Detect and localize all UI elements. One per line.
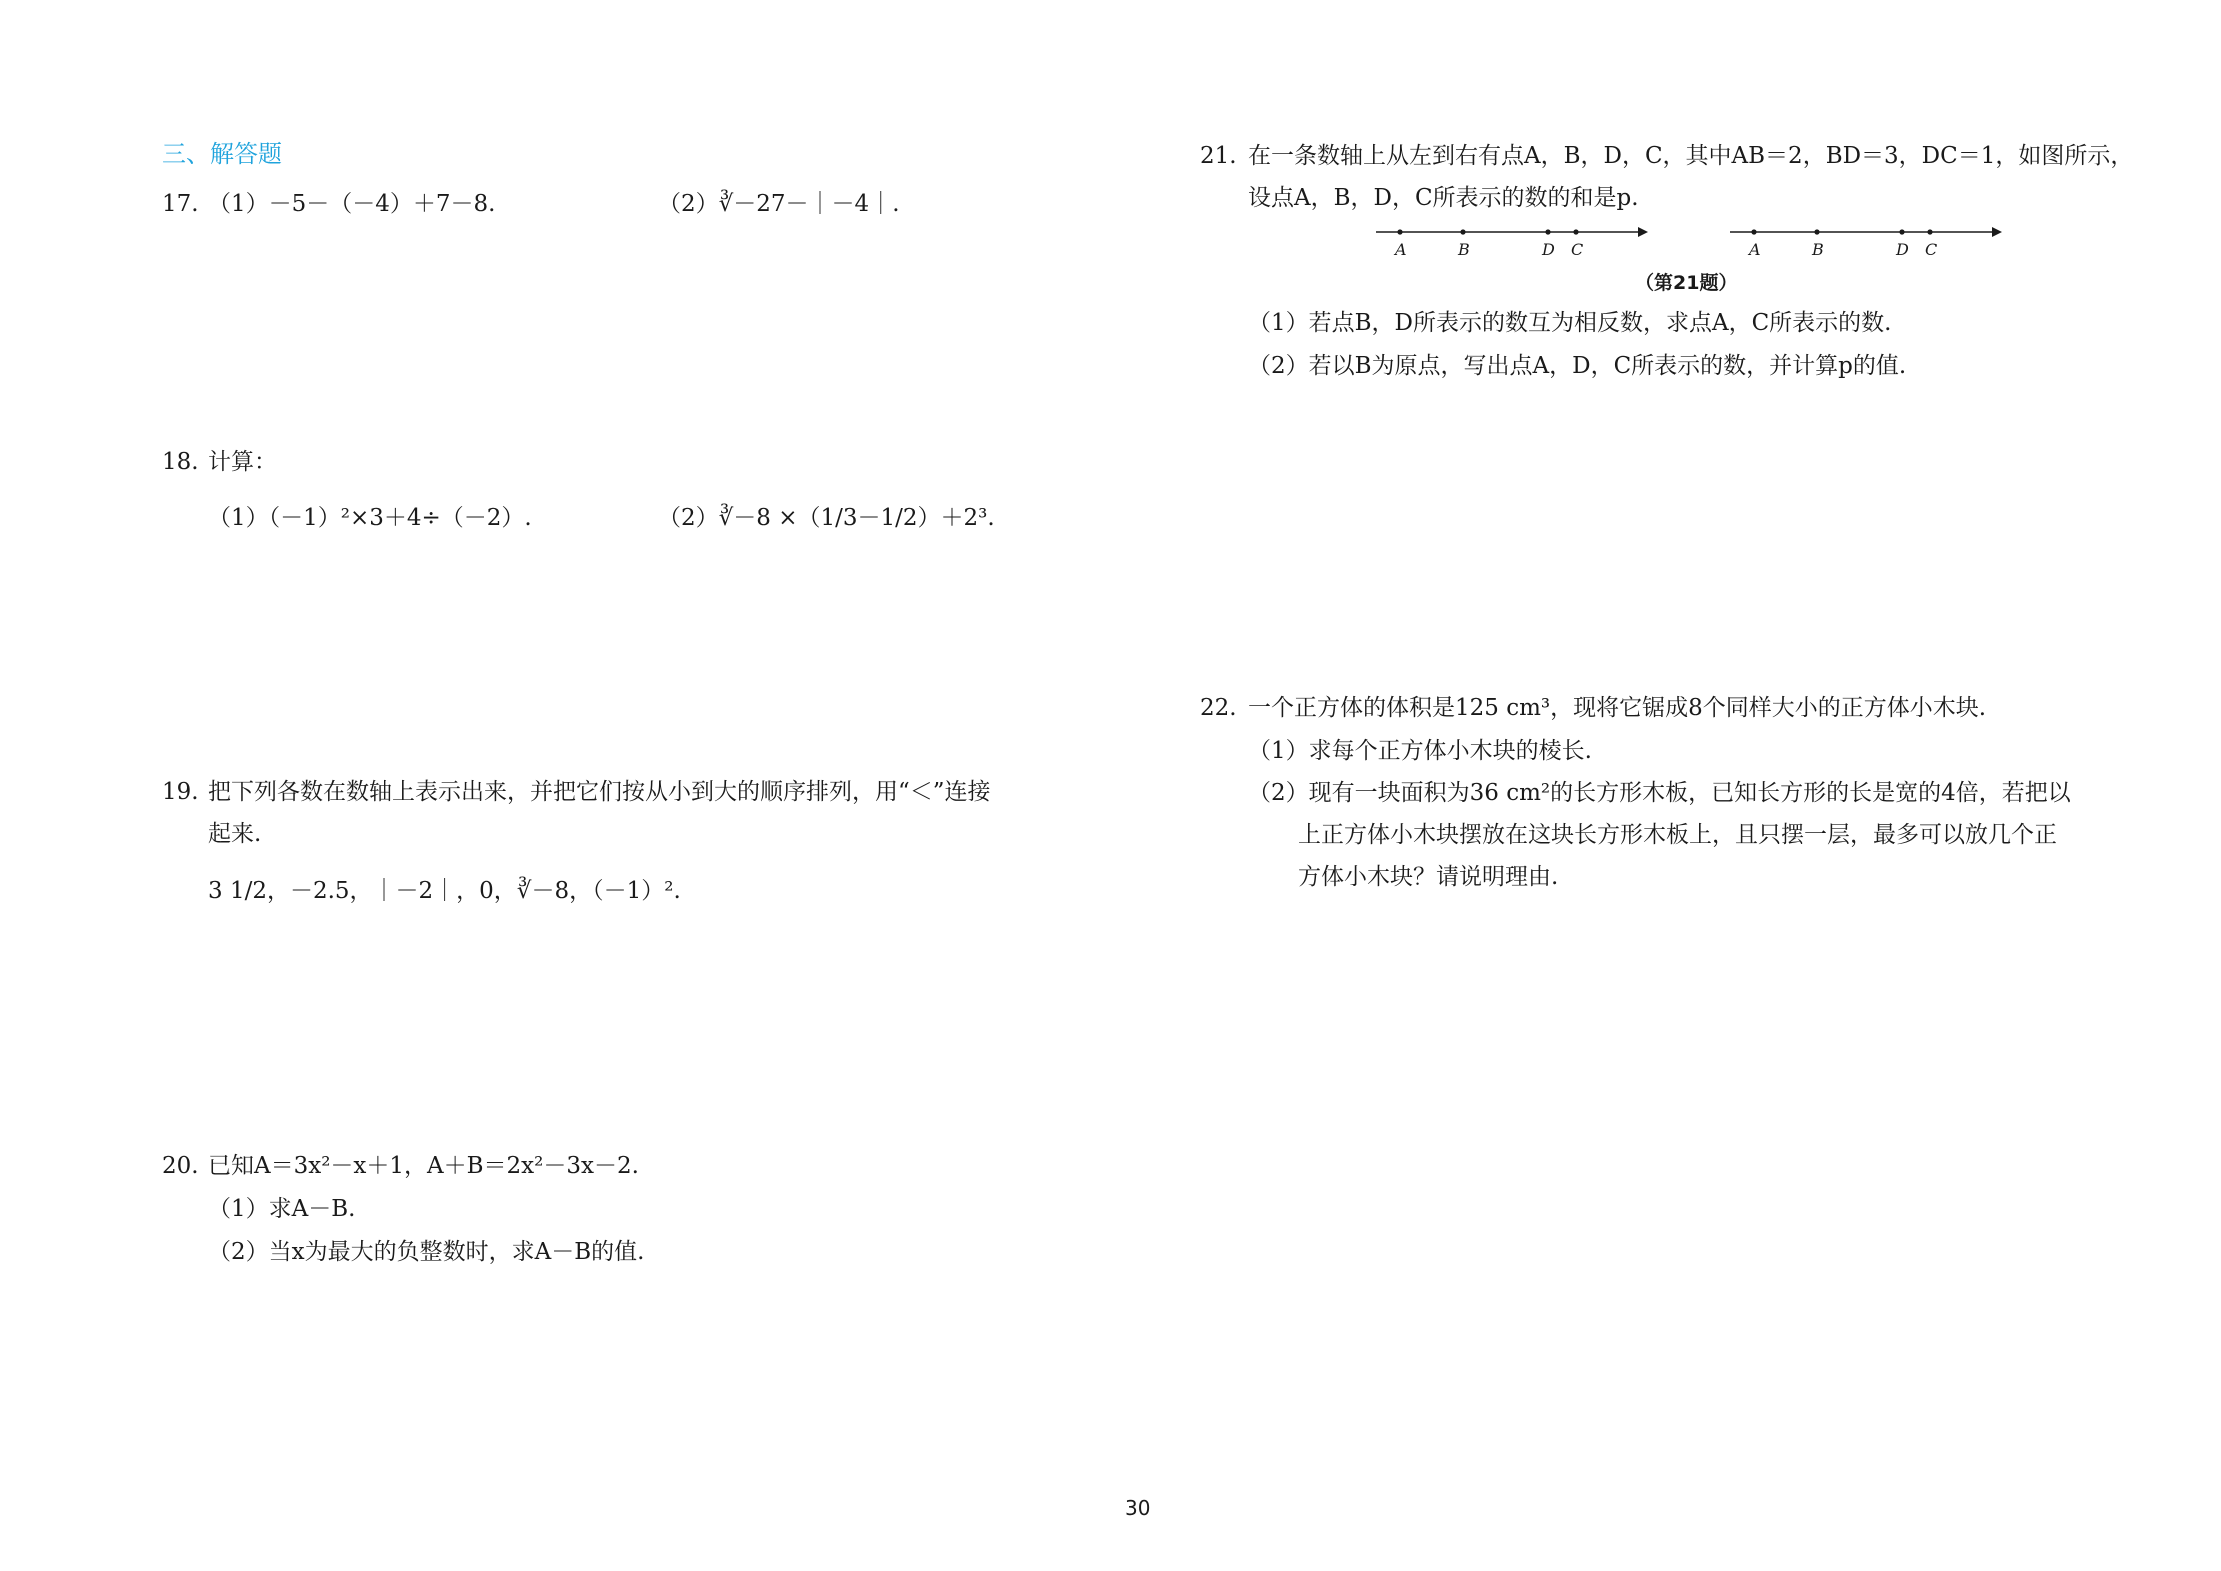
q18-stem: 计算：	[208, 449, 277, 475]
figure-caption: （第21题）	[1635, 272, 1738, 294]
q18-part1: （1）（－1）²×3＋4÷（－2）.	[208, 505, 532, 531]
label-b: B	[1458, 240, 1470, 259]
q19-numbers: 3 1/2，－2.5，｜－2｜，0，∛－8，（－1）².	[208, 878, 681, 904]
point-b	[1460, 229, 1465, 234]
q22-part2-line3: 方体小木块？请说明理由.	[1298, 864, 1559, 890]
q21-stem-line2: 设点A，B，D，C所表示的数的和是p.	[1248, 185, 1639, 211]
question-number: 21.	[1200, 143, 1237, 169]
point-c	[1573, 229, 1578, 234]
point-a	[1751, 229, 1756, 234]
question-number: 20.	[162, 1153, 199, 1179]
q22-part2-line2: 上正方体小木块摆放在这块长方形木板上，且只摆一层，最多可以放几个正	[1298, 822, 2057, 848]
q17-part1: （1）－5－（－4）＋7－8.	[208, 191, 496, 217]
q18-part2: （2）∛－8 ×（1/3－1/2）＋2³.	[658, 505, 995, 531]
point-a	[1397, 229, 1402, 234]
point-d	[1545, 229, 1550, 234]
question-number: 19.	[162, 779, 199, 805]
q20-part1: （1）求A－B.	[208, 1196, 356, 1222]
q22-part2-line1: （2）现有一块面积为36 cm²的长方形木板，已知长方形的长是宽的4倍，若把以	[1248, 780, 2071, 806]
q22-stem: 一个正方体的体积是125 cm³，现将它锯成8个同样大小的正方体小木块.	[1248, 695, 1987, 721]
point-c	[1927, 229, 1932, 234]
point-d	[1899, 229, 1904, 234]
point-b	[1814, 229, 1819, 234]
q22-part1: （1）求每个正方体小木块的棱长.	[1248, 738, 1592, 764]
label-d: D	[1896, 240, 1909, 259]
label-d: D	[1542, 240, 1555, 259]
label-c: C	[1925, 240, 1938, 259]
label-a: A	[1395, 240, 1407, 259]
q19-stem-line2: 起来.	[208, 821, 262, 847]
q20-stem: 已知A＝3x²－x＋1，A＋B＝2x²－3x－2.	[208, 1153, 639, 1179]
q21-part2: （2）若以B为原点，写出点A，D，C所表示的数，并计算p的值.	[1248, 353, 1907, 379]
label-b: B	[1812, 240, 1824, 259]
page-number: 30	[1125, 1496, 1151, 1520]
q21-stem-line1: 在一条数轴上从左到右有点A，B，D，C，其中AB＝2，BD＝3，DC＝1，如图所示，	[1248, 143, 2134, 169]
axis-arrow	[1638, 227, 1648, 237]
question-number: 18.	[162, 449, 199, 475]
q20-part2: （2）当x为最大的负整数时，求A－B的值.	[208, 1239, 645, 1265]
q19-stem-line1: 把下列各数在数轴上表示出来，并把它们按从小到大的顺序排列，用“＜”连接	[208, 779, 991, 805]
section-header: 三、解答题	[162, 140, 282, 168]
question-number: 17.	[162, 191, 199, 217]
question-number: 22.	[1200, 695, 1237, 721]
number-line-figure-left	[1368, 222, 1648, 262]
axis-arrow	[1992, 227, 2002, 237]
q17-part2: （2）∛－27－｜－4｜.	[658, 191, 900, 217]
number-line-figure-right	[1722, 222, 2002, 262]
label-a: A	[1749, 240, 1761, 259]
q21-part1: （1）若点B，D所表示的数互为相反数，求点A，C所表示的数.	[1248, 310, 1892, 336]
label-c: C	[1571, 240, 1584, 259]
